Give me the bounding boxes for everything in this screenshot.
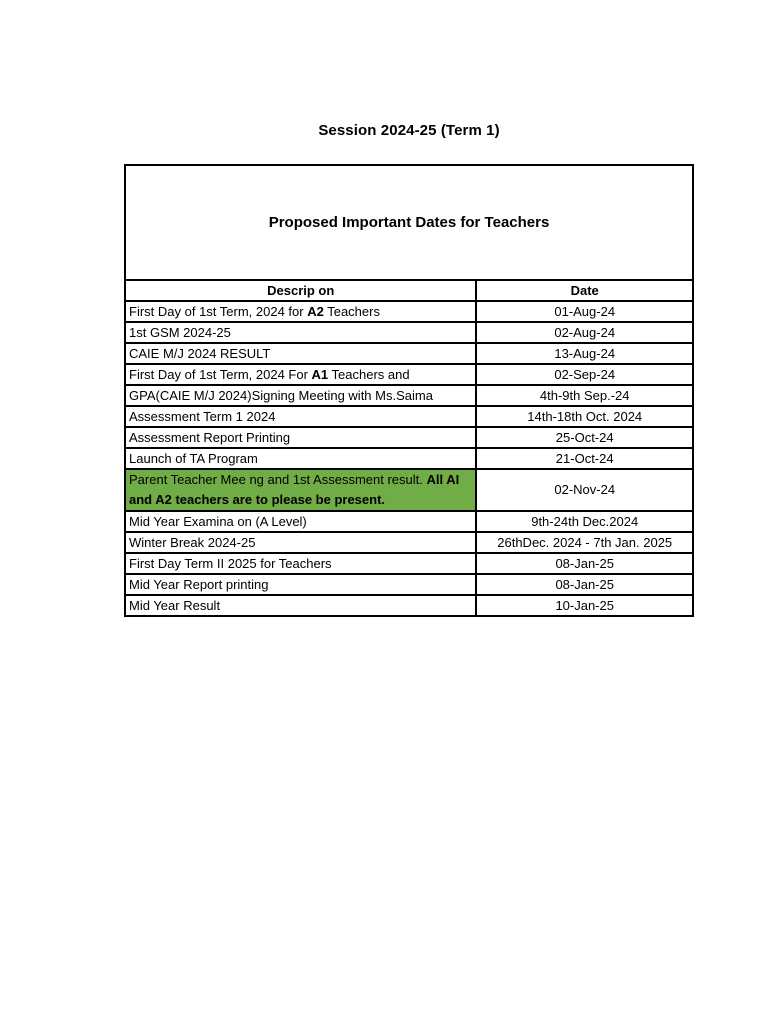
row-description [125,511,476,532]
row-description-text: First Day of 1st Term, 2024 for [129,303,308,319]
row-date: 02-Sep-24 [476,364,693,385]
row-date: 26thDec. 2024 - 7th Jan. 2025 [476,532,693,553]
row-description [125,553,476,574]
row-description [125,385,476,406]
row-date: 02-Aug-24 [476,322,693,343]
row-description [125,364,476,385]
row-description [125,448,476,469]
row-description-text: Launch of TA Program [129,450,258,466]
row-description-text: Assessment Report Printing [129,429,291,445]
table-row [125,574,693,595]
row-date: 13-Aug-24 [476,343,693,364]
row-date: 9th-24th Dec.2024 [476,511,693,532]
row-description [125,469,476,511]
row-date: 01-Aug-24 [476,301,693,322]
row-date: 25-Oct-24 [476,427,693,448]
row-date: 08-Jan-25 [476,553,693,574]
header-date: Date [476,280,693,301]
table-row [125,364,693,385]
row-description-text: CAIE M/J 2024 RESULT [129,345,271,361]
row-description-suffix: Teachers and [328,366,410,382]
row-description-text: First Day Term II 2025 for Teachers [129,555,332,571]
row-description [125,301,476,322]
row-description [125,322,476,343]
table-row [125,511,693,532]
row-description-text: Assessment Term 1 2024 [129,408,276,424]
table-row [125,469,693,511]
row-description-text: 1st GSM 2024-25 [129,324,231,340]
row-date: 4th-9th Sep.-24 [476,385,693,406]
row-description-suffix: Teachers [323,303,380,319]
row-description-text: Mid Year Report printing [129,576,269,592]
table-row [125,385,693,406]
row-date: 10-Jan-25 [476,595,693,616]
table-header-row [125,280,693,301]
row-date: 02-Nov-24 [476,469,693,511]
row-date: 21-Oct-24 [476,448,693,469]
table-title: Proposed Important Dates for Teachers [125,165,693,280]
dates-table-container [124,164,694,617]
row-description-bold: A2 [307,303,324,319]
row-date: 08-Jan-25 [476,574,693,595]
table-row [125,427,693,448]
row-description [125,343,476,364]
table-title-row [125,165,693,280]
row-description [125,406,476,427]
table-row [125,595,693,616]
table-row [125,343,693,364]
row-description-text: Mid Year Examina on (A Level) [129,513,307,529]
header-description: Descrip on [125,280,476,301]
table-row [125,448,693,469]
row-date: 14th-18th Oct. 2024 [476,406,693,427]
table-row [125,553,693,574]
row-description [125,532,476,553]
row-description-text: Parent Teacher Mee ng and 1st Assessment result. [129,472,427,487]
row-description-text: First Day of 1st Term, 2024 For [129,366,312,382]
table-row [125,406,693,427]
session-title: Session 2024-25 (Term 1) [318,122,500,139]
table-row [125,301,693,322]
row-description [125,574,476,595]
row-description-bold: A1 [311,366,329,382]
table-row [125,322,693,343]
dates-table [124,164,694,617]
row-description-text: GPA(CAIE M/J 2024)Signing Meeting with Ms.Saima [129,387,433,403]
row-description-text: Winter Break 2024-25 [129,534,256,550]
row-description [125,595,476,616]
table-row [125,532,693,553]
row-description [125,427,476,448]
row-description-bold: All AI and A2 teachers are to please be present. [129,472,460,507]
row-description-text: Mid Year Result [129,597,221,613]
